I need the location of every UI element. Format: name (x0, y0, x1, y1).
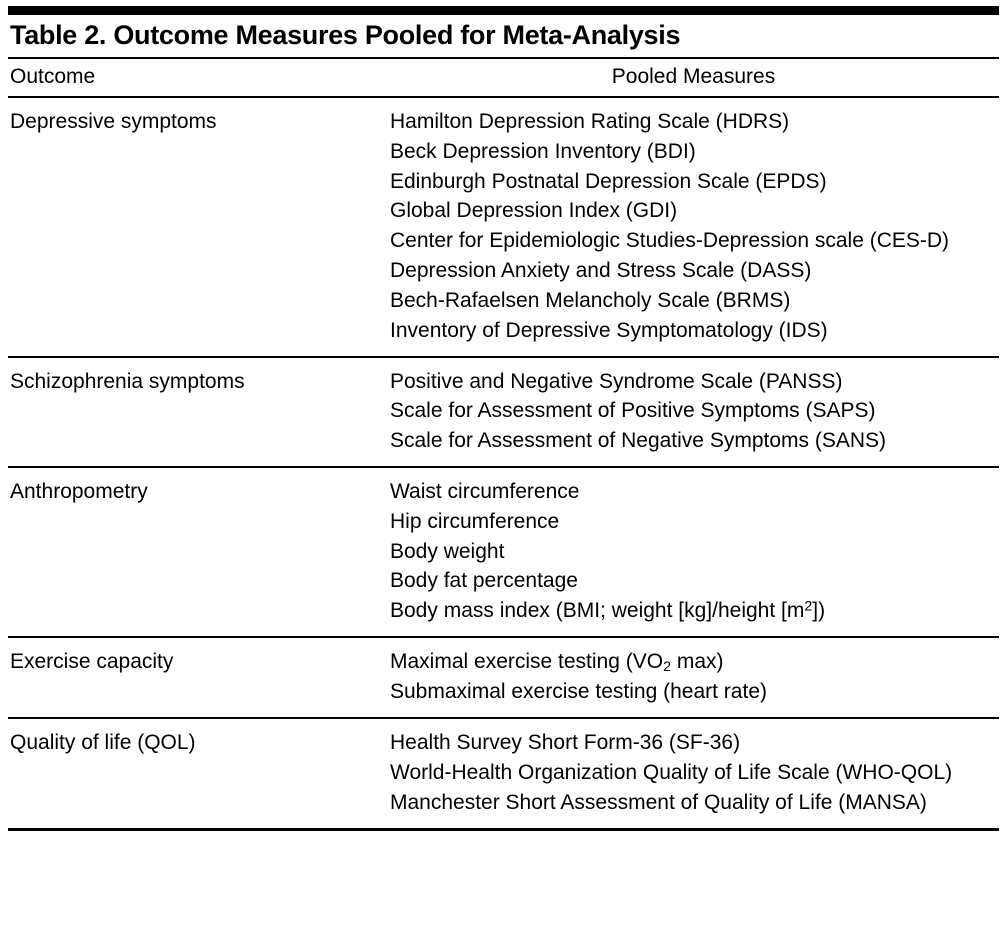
list-item: Health Survey Short Form-36 (SF-36) (390, 731, 741, 755)
measure-list (390, 477, 997, 626)
row-measures-cell (388, 97, 999, 357)
row-measures-cell (388, 467, 999, 637)
measure-list (390, 647, 997, 707)
table-row (8, 718, 999, 827)
list-item: Beck Depression Inventory (BDI) (390, 139, 696, 163)
list-item: Hamilton Depression Rating Scale (HDRS) (390, 110, 790, 134)
list-item: Hip circumference (390, 509, 560, 533)
list-item: Scale for Assessment of Positive Symptoms (SAPS) (390, 399, 876, 423)
list-item: Depression Anxiety and Stress Scale (DASS) (390, 259, 812, 283)
row-outcome-label: Depressive symptoms (8, 97, 388, 357)
table-row (8, 637, 999, 718)
list-item: Bech-Rafaelsen Melancholy Scale (BRMS) (390, 288, 791, 312)
table-top-rule (8, 6, 999, 15)
list-item: Body mass index (BMI; weight [kg]/height $[m^2]$) (390, 598, 826, 623)
table-header-row (8, 59, 999, 97)
row-outcome-label: Quality of life (QOL) (8, 718, 388, 827)
table-row (8, 467, 999, 637)
list-item: Maximal exercise testing ($VO_2$ max) (390, 650, 724, 676)
row-measures-cell (388, 637, 999, 718)
list-item: Edinburgh Postnatal Depression Scale (EPDS) (390, 169, 827, 193)
measure-list (390, 728, 997, 817)
list-item: World-Health Organization Quality of Life Scale (WHO-QOL) (390, 761, 953, 785)
row-outcome-label: Anthropometry (8, 467, 388, 637)
list-item: Inventory of Depressive Symptomatology (IDS) (390, 318, 828, 342)
outcome-measures-table (8, 59, 999, 828)
list-item: Manchester Short Assessment of Quality of Life (MANSA) (390, 790, 927, 814)
column-header-outcome: Outcome (10, 65, 96, 89)
table-title: Table 2. Outcome Measures Pooled for Meta-Analysis (10, 20, 681, 50)
list-item: Positive and Negative Syndrome Scale (PANSS) (390, 369, 843, 393)
list-item: Center for Epidemiologic Studies-Depression scale (CES-D) (390, 229, 950, 253)
list-item: Scale for Assessment of Negative Symptoms (SANS) (390, 429, 887, 453)
table-container (0, 6, 1007, 831)
measure-list (390, 107, 997, 346)
row-outcome-label: Exercise capacity (8, 637, 388, 718)
list-item: Body weight (390, 539, 505, 563)
table-row (8, 97, 999, 357)
row-measures-cell (388, 357, 999, 467)
table-row (8, 357, 999, 467)
list-item: Body fat percentage (390, 569, 578, 593)
table-bottom-rule (8, 828, 999, 831)
list-item: Submaximal exercise testing (heart rate) (390, 680, 767, 704)
list-item: Waist circumference (390, 479, 580, 503)
column-header-pooled-measures: Pooled Measures (611, 65, 776, 89)
row-measures-cell (388, 718, 999, 827)
measure-list (390, 367, 997, 456)
row-outcome-label: Schizophrenia symptoms (8, 357, 388, 467)
list-item: Global Depression Index (GDI) (390, 199, 678, 223)
